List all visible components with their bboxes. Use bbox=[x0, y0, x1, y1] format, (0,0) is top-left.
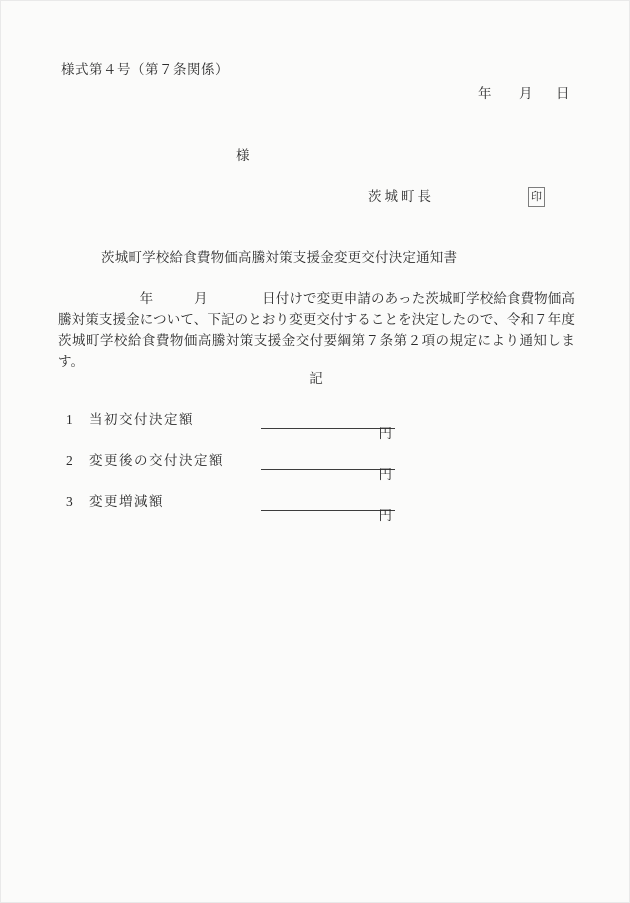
document-title: 茨城町学校給食費物価高騰対策支援金変更交付決定通知書 bbox=[101, 250, 458, 265]
item-label: 変更後の交付決定額 bbox=[89, 453, 224, 468]
currency-unit-label: 円 bbox=[378, 425, 392, 441]
amount-blank-field bbox=[261, 494, 395, 523]
issuer-name: 茨城町長 bbox=[368, 189, 434, 204]
currency-unit-label: 円 bbox=[378, 507, 392, 523]
item-number: 3 bbox=[66, 494, 73, 509]
form-number: 様式第４号（第７条関係） bbox=[61, 62, 229, 77]
addressee-honorific: 様 bbox=[236, 148, 250, 163]
item-label: 当初交付決定額 bbox=[89, 412, 194, 427]
currency-unit-label: 円 bbox=[378, 466, 392, 482]
seal-box bbox=[528, 187, 545, 207]
item-number: 1 bbox=[66, 412, 73, 427]
amount-blank-field bbox=[261, 453, 395, 482]
item-row-revised-grant-amount bbox=[1, 453, 630, 482]
item-row-change-difference-amount bbox=[1, 494, 630, 523]
item-row-initial-grant-amount bbox=[1, 412, 630, 441]
seal-label: 印 bbox=[531, 190, 542, 203]
date-month-label: 月 bbox=[519, 86, 533, 101]
section-marker: 記 bbox=[309, 371, 323, 386]
amount-blank-field bbox=[261, 412, 395, 441]
body-paragraph: 年 月 日付けで変更申請のあった茨城町学校給食費物価高騰対策支援金について、下記のとおり変更交付することを決定したので、令和７年度茨城町学校給食費物価高騰対策支援金交付要綱第７条第２項の規定により通知します。 bbox=[58, 291, 575, 369]
date-year-label: 年 bbox=[478, 86, 492, 101]
item-number: 2 bbox=[66, 453, 73, 468]
date-day-label: 日 bbox=[556, 86, 570, 101]
item-label: 変更増減額 bbox=[89, 494, 164, 509]
